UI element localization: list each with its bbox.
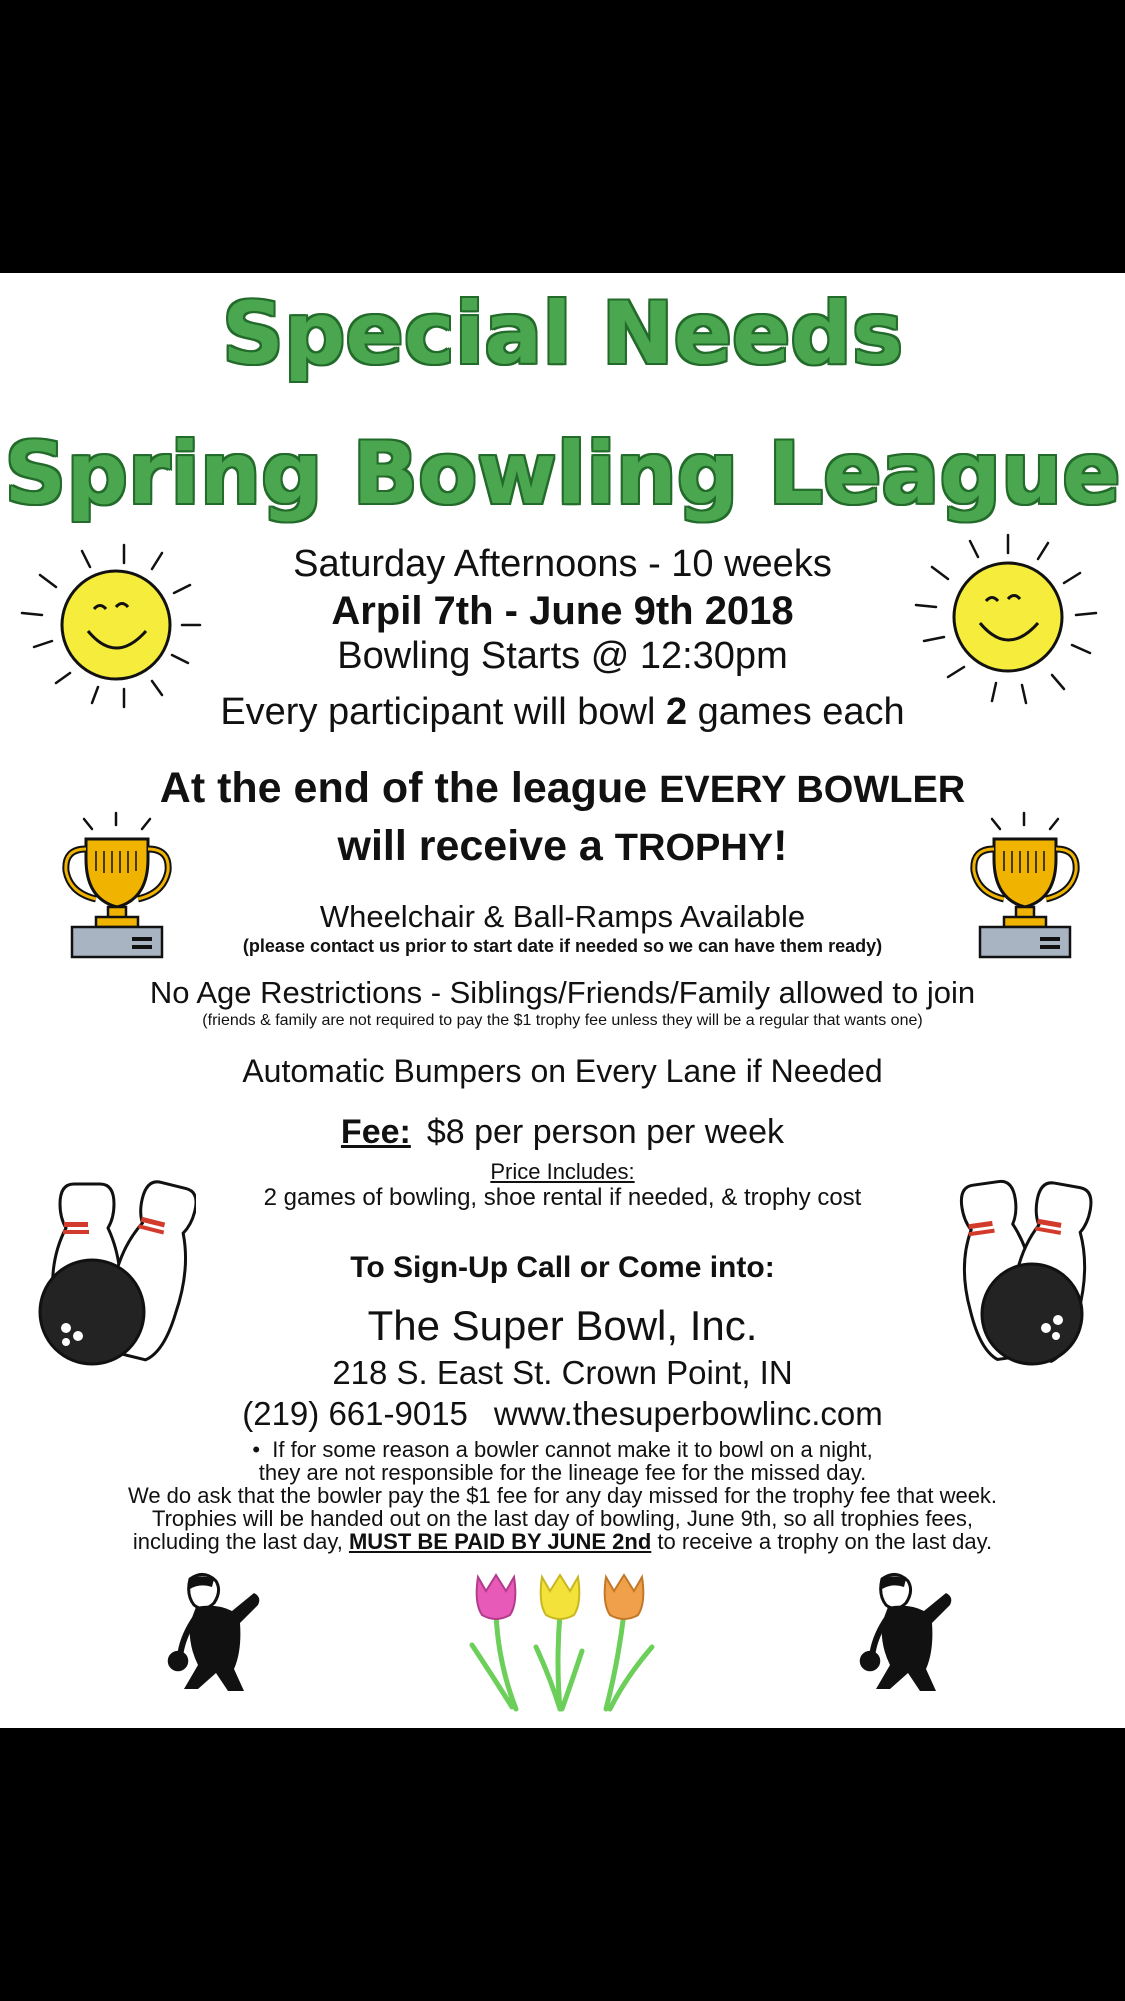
note-line-2: they are not responsible for the lineage fee for the missed day. bbox=[258, 1460, 867, 1486]
note-line-1: • If for some reason a bowler cannot make it to bowl on a night, bbox=[252, 1437, 873, 1462]
signup-heading: To Sign-Up Call or Come into: bbox=[350, 1251, 775, 1284]
note-line-5 bbox=[0, 1530, 1125, 1553]
note-line-3: We do ask that the bowler pay the $1 fee for any day missed for the trophy fee that week. bbox=[127, 1483, 998, 1509]
games-text-suffix: games each bbox=[687, 691, 905, 733]
fee-line bbox=[0, 1115, 1125, 1149]
flyer bbox=[0, 273, 1125, 1728]
bowler-icon bbox=[852, 1569, 962, 1699]
age-note: (friends & family are not required to pay the $1 trophy fee unless they will be a regular that wants one) bbox=[202, 1012, 923, 1029]
trophy-announcement-line-1 bbox=[0, 764, 1125, 812]
schedule-days: Saturday Afternoons - 10 weeks bbox=[293, 543, 832, 585]
tulips-icon bbox=[456, 1569, 670, 1719]
business-name: The Super Bowl, Inc. bbox=[367, 1302, 758, 1349]
games-count: 2 bbox=[665, 691, 688, 733]
note-text-5a: including the last day, bbox=[132, 1529, 349, 1555]
note-text-1: If for some reason a bowler cannot make it to bowl on a night, bbox=[272, 1437, 873, 1462]
note-line-4: Trophies will be handed out on the last day of bowling, June 9th, so all trophies fees, bbox=[151, 1506, 974, 1532]
website-link[interactable]: www.thesuperbowlinc.com bbox=[493, 1395, 883, 1432]
bowler-icon bbox=[160, 1569, 270, 1699]
payment-deadline: MUST BE PAID BY JUNE 2nd bbox=[348, 1529, 652, 1555]
trophy-text-d: TROPHY bbox=[614, 827, 774, 869]
schedule-dates: Arpil 7th - June 9th 2018 bbox=[331, 589, 794, 633]
ramps-available: Wheelchair & Ball-Ramps Available bbox=[319, 899, 806, 934]
trophy-text-c: will receive a bbox=[337, 822, 615, 870]
games-text-prefix: Every participant will bowl bbox=[220, 691, 666, 733]
price-includes-label: Price Includes: bbox=[490, 1159, 635, 1184]
bumpers: Automatic Bumpers on Every Lane if Needed bbox=[242, 1053, 883, 1089]
fee-amount: $8 per person per week bbox=[426, 1113, 785, 1151]
fine-print bbox=[0, 1438, 1125, 1553]
contact-line bbox=[0, 1397, 1125, 1430]
price-includes-items: 2 games of bowling, shoe rental if needed, & trophy cost bbox=[263, 1184, 862, 1211]
fee-label: Fee: bbox=[340, 1113, 411, 1151]
phone-number[interactable]: (219) 661-9015 bbox=[242, 1395, 468, 1432]
trophy-text-e: ! bbox=[773, 822, 788, 870]
trophy-text-a: At the end of the league bbox=[159, 764, 660, 812]
ramps-note: (please contact us prior to start date if needed so we can have them ready) bbox=[242, 936, 883, 956]
trophy-text-b: EVERY BOWLER bbox=[659, 769, 966, 811]
schedule-start-time: Bowling Starts @ 12:30pm bbox=[337, 635, 788, 677]
note-text-5c: to receive a trophy on the last day. bbox=[651, 1529, 993, 1555]
games-per-participant bbox=[0, 693, 1125, 731]
age-restrictions: No Age Restrictions - Siblings/Friends/Family allowed to join bbox=[149, 975, 976, 1010]
title-line-2: Spring Bowling League bbox=[4, 424, 1121, 524]
title-line-1: Special Needs bbox=[221, 284, 904, 384]
business-address: 218 S. East St. Crown Point, IN bbox=[332, 1354, 793, 1391]
